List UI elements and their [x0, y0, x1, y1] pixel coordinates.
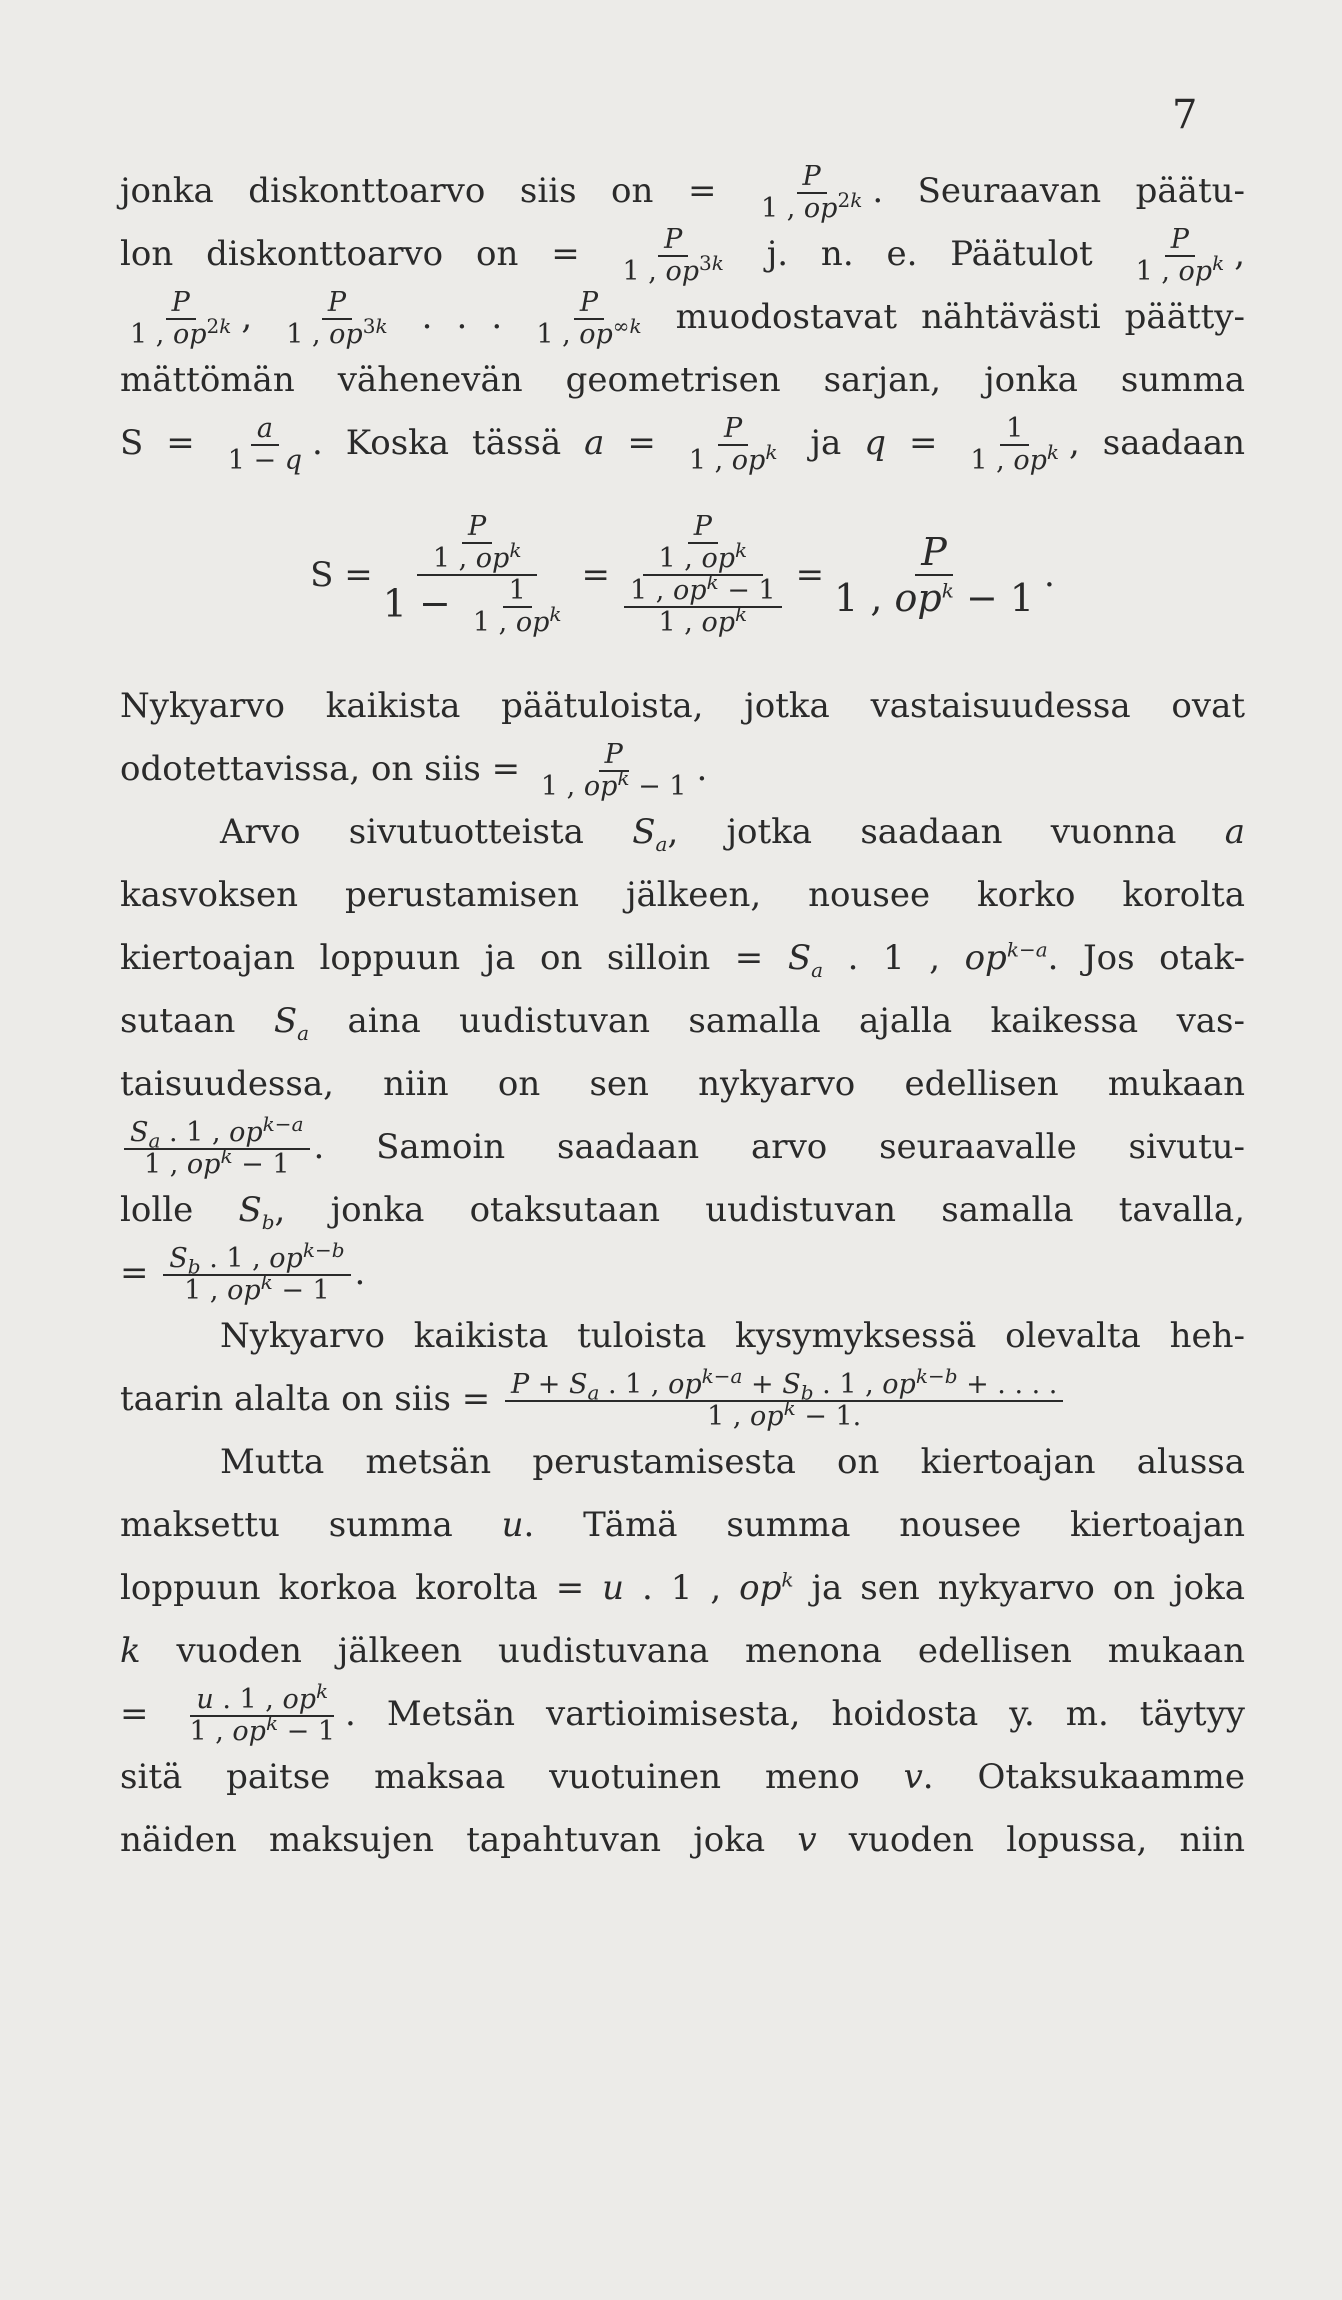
text-line: S = $\frac{a}{1 - q}$ . Koska tässä a = $\frac{P}{1 , op^k}$ ja q = $\frac{1}{1 , op^k}$ , saadaan	[120, 413, 1245, 476]
text-line: $\frac{S_a . 1 , op^{k-a}}{1 , op^k - 1}$ . Samoin saadaan arvo seuraavalle sivutu-	[120, 1116, 1245, 1179]
text-line: odotettavissa, on siis = $\frac{P}{1 , op^k - 1}$ .	[120, 739, 708, 802]
text-line: sitä paitse maksaa vuotuinen meno v. Otaksukaamme	[120, 1757, 1245, 1797]
text-line: jonka diskonttoarvo siis on = $\frac{P}{1 , op^{2k}}$ . Seuraavan päätu-	[120, 161, 1246, 224]
text-line: = $\frac{u . 1 , op^k}{1 , op^k - 1}$ . Metsän vartioimisesta, hoidosta y. m. täytyy	[120, 1679, 1246, 1747]
text-line: näiden maksujen tapahtuvan joka v vuoden lopussa, niin	[120, 1820, 1245, 1860]
text-line: Arvo sivutuotteista $S_a$, jotka saadaan vuonna a	[220, 812, 1246, 856]
text-line: taisuudessa, niin on sen nykyarvo edellisen mukaan	[120, 1064, 1245, 1104]
page-number: 7	[1172, 92, 1198, 138]
text-line: sutaan $S_a$ aina uudistuvan samalla ajalla kaikessa vas-	[120, 1001, 1245, 1045]
text-line: maksettu summa u. Tämä summa nousee kiertoajan	[120, 1505, 1245, 1545]
text-line: kiertoajan loppuun ja on silloin = $S_a$ . 1 , $op^{k-a}$. Jos otak-	[120, 937, 1246, 982]
text-line: loppuun korkoa korolta = u . 1 , $op^k$ ja sen nykyarvo on joka	[120, 1567, 1245, 1608]
text-line: = $\frac{S_b . 1 , op^{k-b}}{1 , op^k - 1}$ .	[120, 1238, 366, 1306]
text-line: taarin alalta on siis = $\frac{P + S_a . 1 , op^{k-a} + S_b . 1 , op^{k-b} + . . . .}{1 , op^k - 1.}$	[120, 1368, 1245, 1431]
text-line: Mutta metsän perustamisesta on kiertoajan alussa	[220, 1442, 1245, 1482]
sum-equation: S = $\frac{P}{1 , op^k}$ 1 − $\frac{1}{1 , op^k}$ = $\frac{\frac{P}{1 , op^k}}{\frac{1 , op^k - 1}{1 , op^k}}$ = $\frac{P}{1 , op^k - 1}$ .	[310, 511, 1055, 638]
text-line: Nykyarvo kaikista päätuloista, jotka vastaisuudessa ovat	[120, 686, 1245, 726]
text-line: Nykyarvo kaikista tuloista kysymyksessä olevalta heh-	[220, 1316, 1245, 1356]
text-line: lolle $S_b$, jonka otaksutaan uudistuvan samalla tavalla,	[120, 1190, 1245, 1234]
text-line: $\frac{P}{1 , op^{2k}}$ , $\frac{P}{1 , op^{3k}}$ . . . $\frac{P}{1 , op^{\infty k}}$ muodostavat nähtävästi päätty-	[130, 287, 1245, 350]
body-text	[120, 160, 1245, 1872]
text-line: k vuoden jälkeen uudistuvana menona edellisen mukaan	[120, 1631, 1245, 1671]
text-line: kasvoksen perustamisen jälkeen, nousee korko korolta	[120, 875, 1245, 915]
text-line: mättömän vähenevän geometrisen sarjan, jonka summa	[120, 360, 1245, 400]
text-line: lon diskonttoarvo on = $\frac{P}{1 , op^{3k}}$ j. n. e. Päätulot $\frac{P}{1 , op^k}$ ,	[120, 224, 1245, 287]
